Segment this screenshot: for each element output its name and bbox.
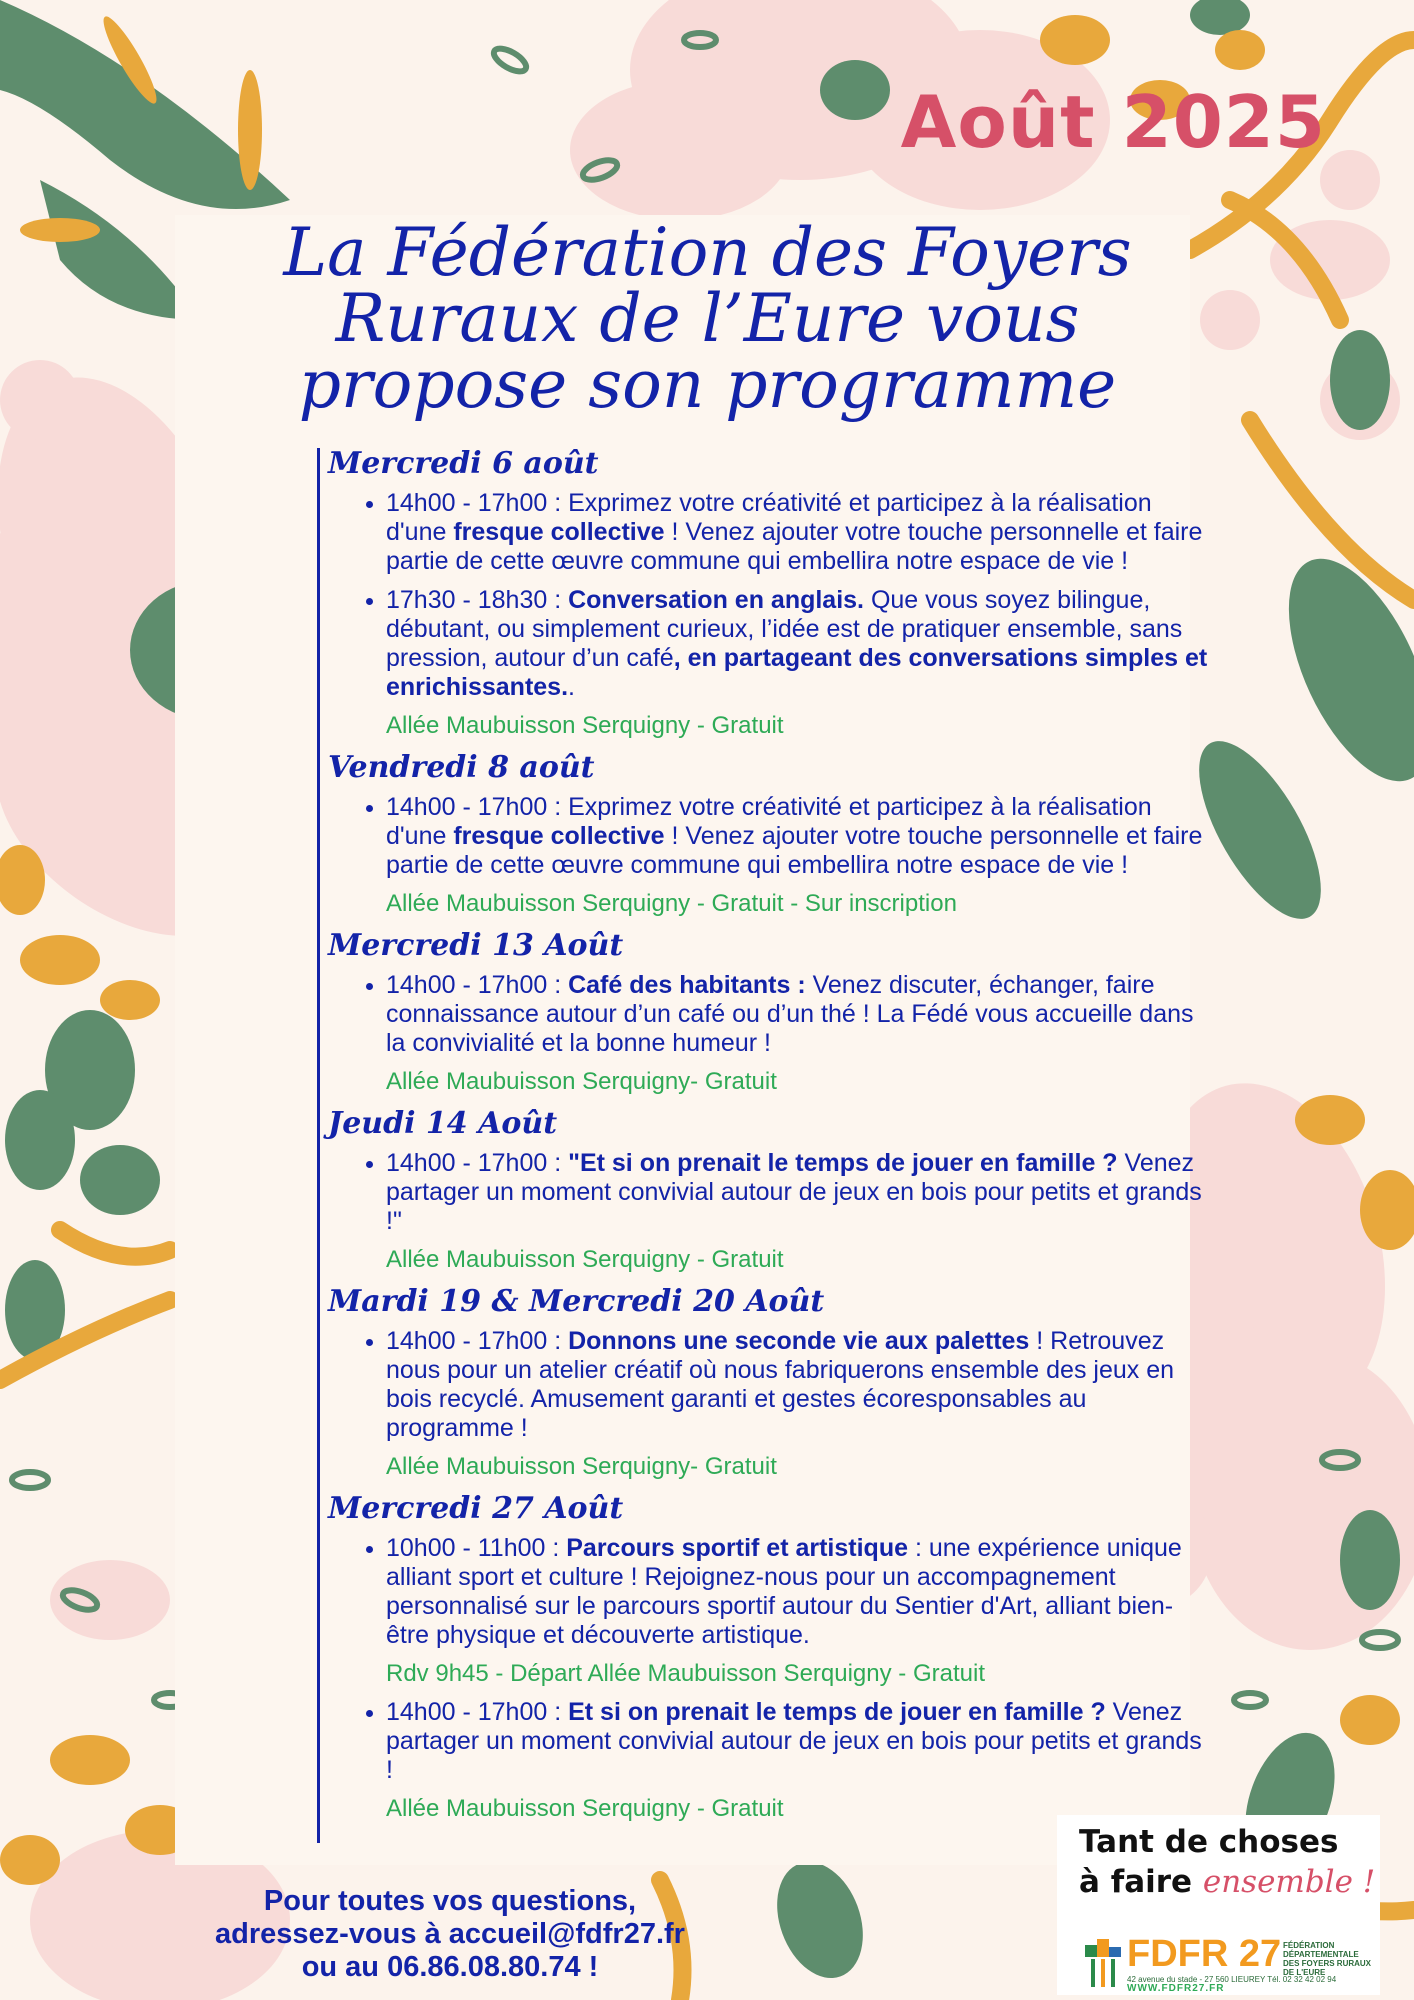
event-list xyxy=(328,793,1208,880)
logo-tagline: Tant de choses xyxy=(1079,1824,1339,1860)
title-line: La Fédération des Foyers xyxy=(283,214,1132,291)
event-item: • 14h00 - 17h00 : Donnons une seconde vie aux palettes ! Retrouvez nous pour un atelier créatif où nous fabriquerons ensemble des jeux en bois recyclé. Amusement garanti et gestes écoresponsables au programme ! xyxy=(386,1327,1208,1443)
fdfr-logo-block xyxy=(1057,1815,1380,1995)
day-section xyxy=(328,1491,1208,1823)
day-section xyxy=(328,446,1208,740)
event-item: • 14h00 - 17h00 : Et si on prenait le temps de jouer en famille ? Venez partager un moment convivial autour de jeux en bois pour petits et grands ! xyxy=(386,1698,1208,1785)
logo-subtitle: FÉDÉRATION DÉPARTEMENTALE DES FOYERS RURAUX DE L'EURE xyxy=(1283,1941,1372,1977)
day-section xyxy=(328,750,1208,918)
event-list xyxy=(328,1698,1208,1785)
month-label: Août 2025 xyxy=(900,80,1326,164)
contact-footer xyxy=(165,1885,735,1984)
event-item: • 14h00 - 17h00 : "Et si on prenait le temps de jouer en famille ? Venez partager un moment convivial autour de jeux en bois pour petits et grands !" xyxy=(386,1149,1208,1236)
contact-line: adressez-vous à accueil@fdfr27.fr xyxy=(215,1918,685,1950)
day-section xyxy=(328,1106,1208,1274)
contact-line: ou au 06.86.08.80.74 ! xyxy=(301,1951,599,1983)
logo-name: FDFR 27 xyxy=(1127,1933,1282,1975)
event-list xyxy=(328,1534,1208,1650)
event-location: Allée Maubuisson Serquigny - Gratuit xyxy=(386,712,784,739)
event-location: Allée Maubuisson Serquigny- Gratuit xyxy=(386,1068,777,1095)
program-list xyxy=(328,440,1208,1833)
page-title xyxy=(230,214,1185,423)
fdfr-logo-icon xyxy=(1085,1935,1121,1987)
day-heading: Mardi 19 & Mercredi 20 Août xyxy=(328,1284,825,1319)
day-heading: Vendredi 8 août xyxy=(328,750,595,785)
timeline-line xyxy=(317,448,320,1843)
event-list xyxy=(328,1327,1208,1443)
event-item: • 14h00 - 17h00 : Exprimez votre créativité et participez à la réalisation d'une fresque collective ! Venez ajouter votre touche personnelle et faire partie de cette œuvre commune qui embellira notre espace de vie ! xyxy=(386,793,1208,880)
event-list xyxy=(328,1149,1208,1236)
logo-address: 42 avenue du stade - 27 560 LIEUREY Tél. 02 32 42 02 94 xyxy=(1127,1975,1337,1984)
event-item: • 10h00 - 11h00 : Parcours sportif et artistique : une expérience unique alliant sport et culture ! Rejoignez-nous pour un accompagnement personnalisé sur le parcours sportif autour du Sentier d'Art, alliant bien-être physique et découverte artistique. xyxy=(386,1534,1208,1650)
event-location: Allée Maubuisson Serquigny - Gratuit - Sur inscription xyxy=(386,890,957,917)
day-heading: Mercredi 13 Août xyxy=(328,928,624,963)
event-location: Allée Maubuisson Serquigny- Gratuit xyxy=(386,1453,777,1480)
day-section xyxy=(328,928,1208,1096)
event-item: • 14h00 - 17h00 : Exprimez votre créativité et participez à la réalisation d'une fresque collective ! Venez ajouter votre touche personnelle et faire partie de cette œuvre commune qui embellira notre espace de vie ! xyxy=(386,489,1208,576)
contact-line: Pour toutes vos questions, xyxy=(263,1885,637,1917)
day-section xyxy=(328,1284,1208,1481)
day-heading: Jeudi 14 Août xyxy=(328,1106,558,1141)
event-location: Allée Maubuisson Serquigny - Gratuit xyxy=(386,1795,784,1822)
day-heading: Mercredi 27 Août xyxy=(328,1491,624,1526)
event-list xyxy=(328,971,1208,1058)
title-line: propose son programme xyxy=(298,346,1117,423)
day-heading: Mercredi 6 août xyxy=(328,446,599,481)
logo-tagline: à faire ensemble ! xyxy=(1079,1864,1376,1900)
event-location: Allée Maubuisson Serquigny - Gratuit xyxy=(386,1246,784,1273)
logo-website: WWW.FDFR27.FR xyxy=(1127,1983,1225,1994)
event-item: • 14h00 - 17h00 : Café des habitants : Venez discuter, échanger, faire connaissance autour d’un café ou d’un thé ! La Fédé vous accueille dans la convivialité et la bonne humeur ! xyxy=(386,971,1208,1058)
title-line: Ruraux de l’Eure vous xyxy=(335,280,1080,357)
event-location: Rdv 9h45 - Départ Allée Maubuisson Serquigny - Gratuit xyxy=(386,1660,985,1687)
event-list xyxy=(328,489,1208,702)
event-item: • 17h30 - 18h30 : Conversation en anglais. Que vous soyez bilingue, débutant, ou simplement curieux, l’idée est de pratiquer ensemble, sans pression, autour d’un café, en partageant des conversations simples et enrichissantes.. xyxy=(386,586,1208,702)
